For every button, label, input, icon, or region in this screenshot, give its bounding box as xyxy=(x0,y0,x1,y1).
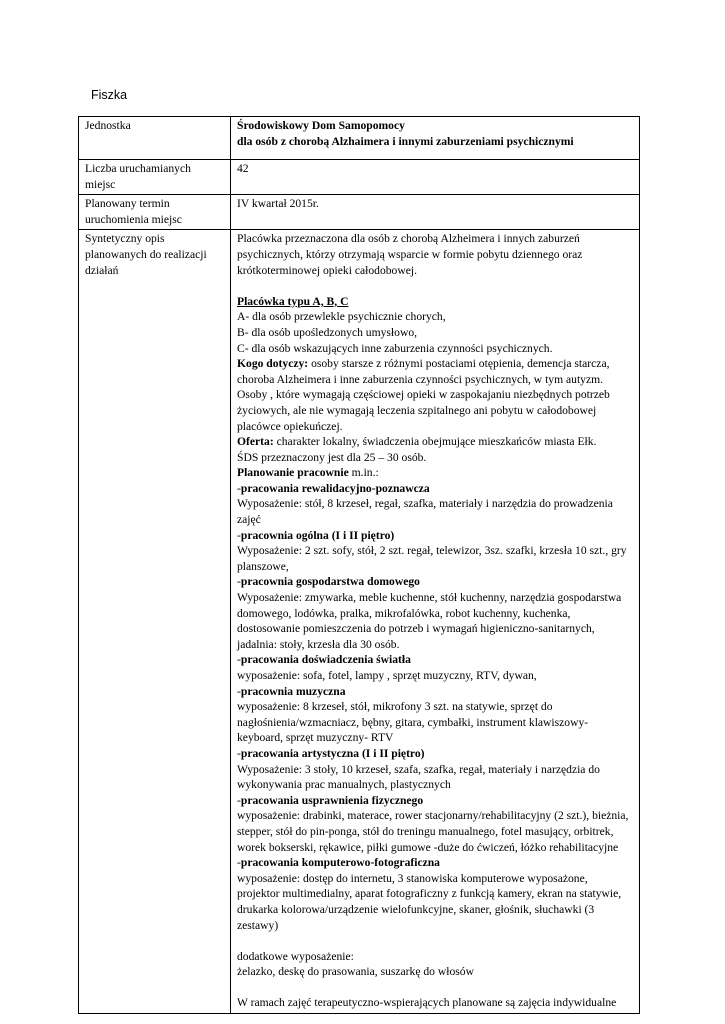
unit-name: Środowiskowy Dom Samopomocy xyxy=(237,119,405,132)
value-jednostka xyxy=(231,117,640,160)
typ-c: C- dla osób wskazujących inne zaburzenia czynności psychicznych. xyxy=(237,341,553,355)
oferta-label: Oferta: xyxy=(237,435,274,449)
oferta-text: charakter lokalny, świadczenia obejmujące mieszkańców miasta Ełk. xyxy=(273,435,597,449)
workshop-8: -pracowania komputerowo-fotograficzna xyxy=(237,856,440,870)
workshop-2: -pracownia ogólna (I i II piętro) xyxy=(237,528,395,542)
workshop-6-text: Wyposażenie: 3 stoły, 10 krzeseł, szafa, szafka, regał, materiały i narzędzia do wykonywania prac manualnych, plastycznych xyxy=(237,762,600,792)
final-text: W ramach zajęć terapeutyczno-wspierających planowane są zajęcia indywidualne xyxy=(237,996,617,1010)
label-liczba: Liczba uruchamianych miejsc xyxy=(79,160,231,195)
plan-label: Planowanie pracownie xyxy=(237,466,349,480)
workshop-4: -pracowania doświadczenia światła xyxy=(237,653,411,667)
value-termin: IV kwartał 2015r. xyxy=(231,195,640,230)
workshop-5: -pracownia muzyczna xyxy=(237,684,346,698)
kogo-text: osoby starsze z różnymi postaciami otępienia, demencja starcza, choroba Alzheimera i inne zaburzenia czynności psychicznych, w tym autyzm. Osoby , które wymagają częściowej opieki w zaspokajaniu niezbędnych potrzeb życiowych, ale nie wymagają leczenia szpitalnego ani pobytu w całodobowej placówce opiekuńczej. xyxy=(237,357,610,433)
kogo-label: Kogo dotyczy: xyxy=(237,357,309,371)
workshop-8-text: wyposażenie: dostęp do internetu, 3 stanowiska komputerowe wyposażone, projektor multimedialny, aparat fotograficzny z funkcją kamery, ekran na statywie, drukarka kolorowa/urządzenie wielofunkcyjne, skaner, głośnik, słuchawki (3 zestawy) xyxy=(237,871,622,932)
label-jednostka: Jednostka xyxy=(79,117,231,160)
workshop-2-text: Wyposażenie: 2 szt. sofy, stół, 2 szt. regał, telewizor, 3sz. szafki, krzesła 10 szt., gry planszowe, xyxy=(237,544,627,573)
typ-b: B- dla osób upośledzonych umysłowo, xyxy=(237,325,418,339)
typ-a: A- dla osób przewlekle psychicznie chorych, xyxy=(237,310,446,324)
workshop-6-name: pracowania artystyczna (I i II piętro) xyxy=(240,746,425,760)
workshop-1: -pracowania rewalidacyjno-poznawcza xyxy=(237,481,430,495)
table-row-jednostka xyxy=(79,117,640,160)
workshop-1-text: Wyposażenie: stół, 8 krzeseł, regał, szafka, materiały i narzędzia do prowadzenia zajęć xyxy=(237,497,613,527)
workshop-3-name: pracownia gospodarstwa domowego xyxy=(240,575,420,589)
sds-text: ŚDS przeznaczony jest dla 25 – 30 osób. xyxy=(237,450,427,464)
workshop-3-text: Wyposażenie: zmywarka, meble kuchenne, stół kuchenny, narzędzia gospodarstwa domowego, lodówka, pralka, mikrofalówka, robot kuchenny, kuchenka, dostosowanie pomieszczenia do potrzeb i wymagań higieniczno-sanitarnych, jadalnia: stoły, krzesła dla 30 osób. xyxy=(237,591,622,651)
workshop-7-text: wyposażenie: drabinki, materace, rower stacjonarny/rehabilitacyjny (2 szt.), bieżnia, stepper, stół do pin-ponga, stół do treningu manualnego, fotel masujący, orbitrek, worek bokserski, rękawice, piłki gumowe -duże do ćwiczeń, łóżko rehabilitacyjne xyxy=(237,809,629,854)
table-row-opis xyxy=(79,230,640,1014)
workshop-7-name: pracowania usprawnienia fizycznego xyxy=(240,793,424,807)
table-row-liczba xyxy=(79,160,640,195)
kogo-paragraph xyxy=(237,356,633,434)
workshop-2-name: pracownia ogólna (I i II piętro) xyxy=(240,528,395,542)
workshop-3: -pracownia gospodarstwa domowego xyxy=(237,575,420,589)
intro-text: Placówka przeznaczona dla osób z chorobą Alzheimera i innych zaburzeń psychicznych, którzy otrzymają wsparcie w formie pobytu dziennego oraz krótkoterminowej opieki całodobowej. xyxy=(237,232,583,277)
label-opis: Syntetyczny opis planowanych do realizacji działań xyxy=(79,230,231,1014)
extra-equipment-text: żelazko, deskę do prasowania, suszarkę do włosów xyxy=(237,965,474,979)
workshop-8-name: pracowania komputerowo-fotograficzna xyxy=(240,856,440,870)
workshop-6: -pracowania artystyczna (I i II piętro) xyxy=(237,746,425,760)
unit-subtitle: dla osób z chorobą Alzhaimera i innymi zaburzeniami psychicznymi xyxy=(237,134,574,148)
value-liczba: 42 xyxy=(231,160,640,195)
workshop-5-name: pracownia muzyczna xyxy=(240,684,346,698)
value-opis xyxy=(231,230,640,1014)
extra-equipment-label: dodatkowe wyposażenie: xyxy=(237,949,354,963)
typ-heading: Placówka typu A, B, C xyxy=(237,294,349,308)
oferta-paragraph xyxy=(237,434,633,450)
workshop-7: -pracowania usprawnienia fizycznego xyxy=(237,793,424,807)
workshop-4-name: pracowania doświadczenia światła xyxy=(240,653,411,667)
workshop-1-name: pracowania rewalidacyjno-poznawcza xyxy=(240,481,430,495)
plan-paragraph xyxy=(237,465,633,481)
info-table xyxy=(78,116,640,1014)
table-row-termin xyxy=(79,195,640,230)
page-title: Fiszka xyxy=(91,88,128,102)
label-termin: Planowany termin uruchomienia miejsc xyxy=(79,195,231,230)
workshop-4-text: wyposażenie: sofa, fotel, lampy , sprzęt muzyczny, RTV, dywan, xyxy=(237,669,537,682)
plan-text: m.in.: xyxy=(348,466,379,480)
workshop-5-text: wyposażenie: 8 krzeseł, stół, mikrofony 3 szt. na statywie, sprzęt do nagłośnienia/wzmacniacz, bębny, gitara, cymbałki, instrument klawiszowy-keyboard, sprzęt muzyczny- RTV xyxy=(237,700,589,745)
